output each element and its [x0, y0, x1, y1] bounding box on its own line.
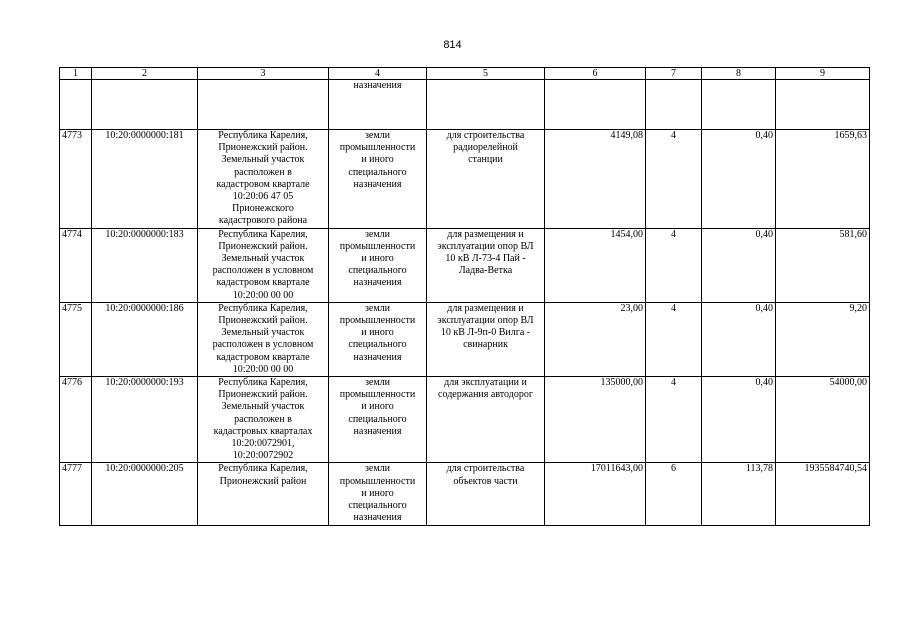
cadastral-number: 10:20:0000000:181 [92, 130, 198, 229]
land-category: земли промышленности и иного специального назначения [329, 228, 427, 302]
row-number: 4773 [60, 130, 92, 229]
land-category: земли промышленности и иного специального назначения [329, 130, 427, 229]
table-row [60, 377, 870, 463]
cont-cell-5 [427, 80, 545, 130]
cont-cell-9 [776, 80, 870, 130]
header-col-9: 9 [776, 68, 870, 80]
specific-value: 0,40 [702, 377, 776, 463]
use-group: 4 [646, 377, 702, 463]
table-row [60, 302, 870, 376]
page-number: 814 [443, 39, 462, 51]
cont-cell-6 [545, 80, 646, 130]
cont-cell-2 [92, 80, 198, 130]
area: 17011643,00 [545, 463, 646, 525]
permitted-use: для эксплуатации и содержания автодорог [427, 377, 545, 463]
land-registry-table [59, 67, 870, 526]
area: 4149,08 [545, 130, 646, 229]
permitted-use: для размещения и эксплуатации опор ВЛ 10 кВ Л-9п-0 Вилга - свинарник [427, 302, 545, 376]
cadastral-value: 1935584740,54 [776, 463, 870, 525]
cont-cell-8 [702, 80, 776, 130]
use-group: 6 [646, 463, 702, 525]
header-col-1: 1 [60, 68, 92, 80]
address: Республика Карелия, Прионежский район. Земельный участок расположен в кадастровом квартале 10:20:06 47 05 Прионежского кадастрового района [198, 130, 329, 229]
header-row [60, 68, 870, 80]
permitted-use: для строительства радиорелейной станции [427, 130, 545, 229]
row-number: 4777 [60, 463, 92, 525]
cadastral-value: 1659,63 [776, 130, 870, 229]
area: 23,00 [545, 302, 646, 376]
header-col-4: 4 [329, 68, 427, 80]
address: Республика Карелия, Прионежский район. Земельный участок расположен в условном кадастровом квартале 10:20:00 00 00 [198, 302, 329, 376]
cadastral-number: 10:20:0000000:183 [92, 228, 198, 302]
table-row [60, 228, 870, 302]
cont-cell-1 [60, 80, 92, 130]
use-group: 4 [646, 228, 702, 302]
specific-value: 113,78 [702, 463, 776, 525]
specific-value: 0,40 [702, 302, 776, 376]
land-category: земли промышленности и иного специального назначения [329, 377, 427, 463]
row-number: 4774 [60, 228, 92, 302]
address: Республика Карелия, Прионежский район. Земельный участок расположен в кадастровых кварталах 10:20:0072901, 10:20:0072902 [198, 377, 329, 463]
cadastral-number: 10:20:0000000:193 [92, 377, 198, 463]
cadastral-value: 54000,00 [776, 377, 870, 463]
area: 1454,00 [545, 228, 646, 302]
address: Республика Карелия, Прионежский район. Земельный участок расположен в условном кадастровом квартале 10:20:00 00 00 [198, 228, 329, 302]
specific-value: 0,40 [702, 228, 776, 302]
cadastral-number: 10:20:0000000:205 [92, 463, 198, 525]
address: Республика Карелия, Прионежский район [198, 463, 329, 525]
specific-value: 0,40 [702, 130, 776, 229]
cadastral-value: 9,20 [776, 302, 870, 376]
permitted-use: для размещения и эксплуатации опор ВЛ 10 кВ Л-73-4 Пай - Ладва-Ветка [427, 228, 545, 302]
continuation-row [60, 80, 870, 130]
use-group: 4 [646, 130, 702, 229]
cadastral-number: 10:20:0000000:186 [92, 302, 198, 376]
cadastral-value: 581,60 [776, 228, 870, 302]
table-row [60, 463, 870, 525]
land-category: земли промышленности и иного специального назначения [329, 463, 427, 525]
area: 135000,00 [545, 377, 646, 463]
cont-cell-4: назначения [329, 80, 427, 130]
use-group: 4 [646, 302, 702, 376]
header-col-2: 2 [92, 68, 198, 80]
permitted-use: для строительства объектов части [427, 463, 545, 525]
land-category: земли промышленности и иного специального назначения [329, 302, 427, 376]
header-col-5: 5 [427, 68, 545, 80]
header-col-6: 6 [545, 68, 646, 80]
header-col-7: 7 [646, 68, 702, 80]
row-number: 4776 [60, 377, 92, 463]
cont-cell-3 [198, 80, 329, 130]
header-col-8: 8 [702, 68, 776, 80]
table-row [60, 130, 870, 229]
header-col-3: 3 [198, 68, 329, 80]
row-number: 4775 [60, 302, 92, 376]
cont-cell-7 [646, 80, 702, 130]
